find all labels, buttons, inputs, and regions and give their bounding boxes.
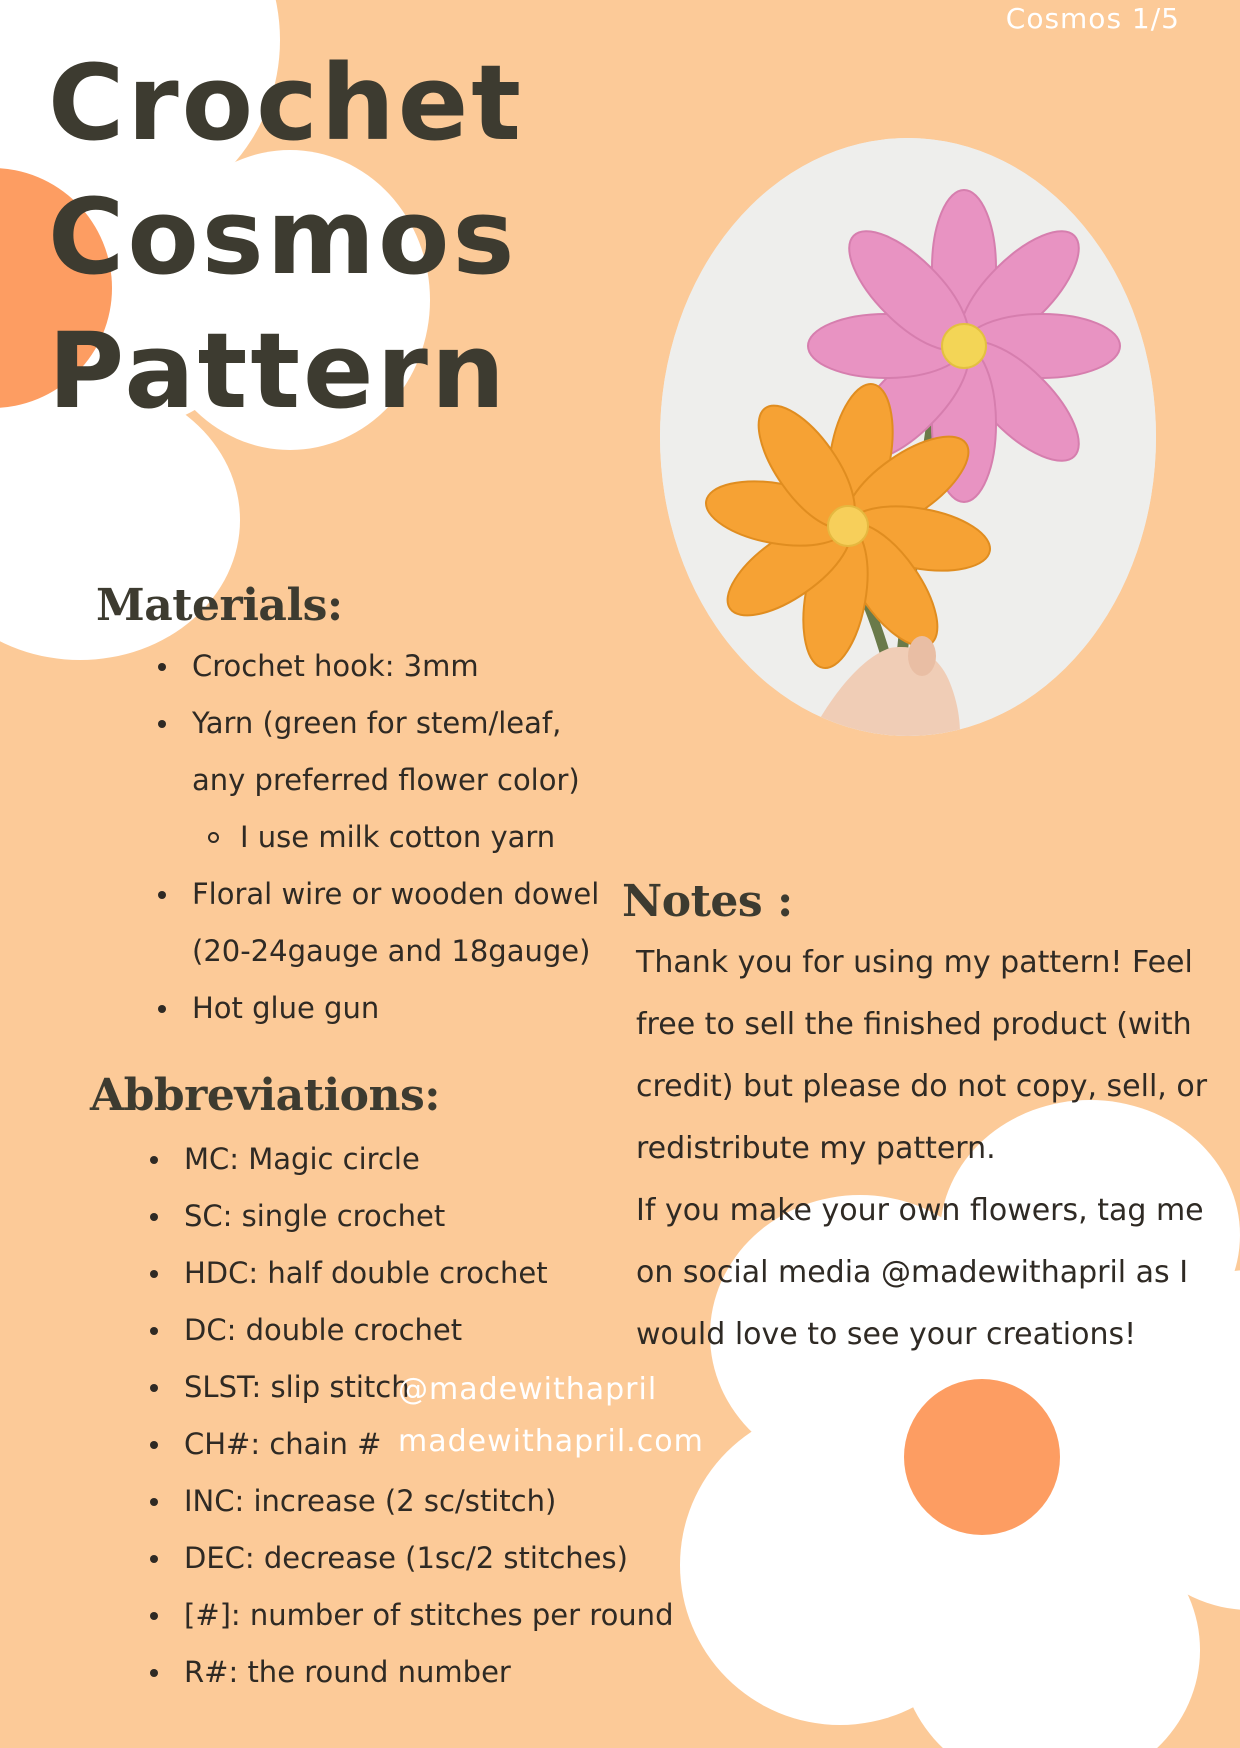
cosmos-flowers-photo <box>660 138 1156 736</box>
list-item: HDC: half double crochet <box>184 1245 704 1302</box>
list-item: Crochet hook: 3mm <box>192 638 612 695</box>
list-item: R#: the round number <box>184 1644 704 1701</box>
bottom-right-flower-center <box>904 1379 1060 1535</box>
notes-heading: Notes : <box>622 876 793 927</box>
list-item: INC: increase (2 sc/stitch) <box>184 1473 704 1530</box>
materials-list <box>192 638 612 1037</box>
list-item: Floral wire or wooden dowel (20-24gauge and 18gauge) <box>192 866 612 980</box>
list-item: SC: single crochet <box>184 1188 704 1245</box>
list-item: [#]: number of stitches per round <box>184 1587 704 1644</box>
notes-paragraph-1: Thank you for using my pattern! Feel free to sell the finished product (with credit) but please do not copy, sell, or redistribute my pattern. <box>636 945 1208 1166</box>
page-number-label: Cosmos 1/5 <box>1005 2 1180 35</box>
list-item: Hot glue gun <box>192 980 612 1037</box>
list-item: DC: double crochet <box>184 1302 704 1359</box>
notes-paragraph-2: If you make your own flowers, tag me on social media @madewithapril as I would love to see your creations! <box>636 1193 1204 1352</box>
abbreviations-list <box>184 1131 704 1701</box>
flower-photo-illustration <box>660 138 1156 736</box>
title-line-1: Crochet Cosmos <box>48 42 524 298</box>
social-handle: @madewithapril <box>398 1372 658 1407</box>
list-item: SLST: slip stitch <box>184 1359 704 1416</box>
list-item-sub: I use milk cotton yarn <box>192 809 612 866</box>
abbreviations-heading: Abbreviations: <box>90 1070 441 1121</box>
list-item: CH#: chain # <box>184 1416 704 1473</box>
list-item: MC: Magic circle <box>184 1131 704 1188</box>
notes-body <box>636 932 1226 1366</box>
website-link[interactable]: madewithapril.com <box>398 1424 704 1459</box>
title-line-2: Pattern <box>48 310 508 432</box>
list-item: Yarn (green for stem/leaf, any preferred flower color) <box>192 695 612 809</box>
materials-heading: Materials: <box>96 580 343 631</box>
list-item: DEC: decrease (1sc/2 stitches) <box>184 1530 704 1587</box>
